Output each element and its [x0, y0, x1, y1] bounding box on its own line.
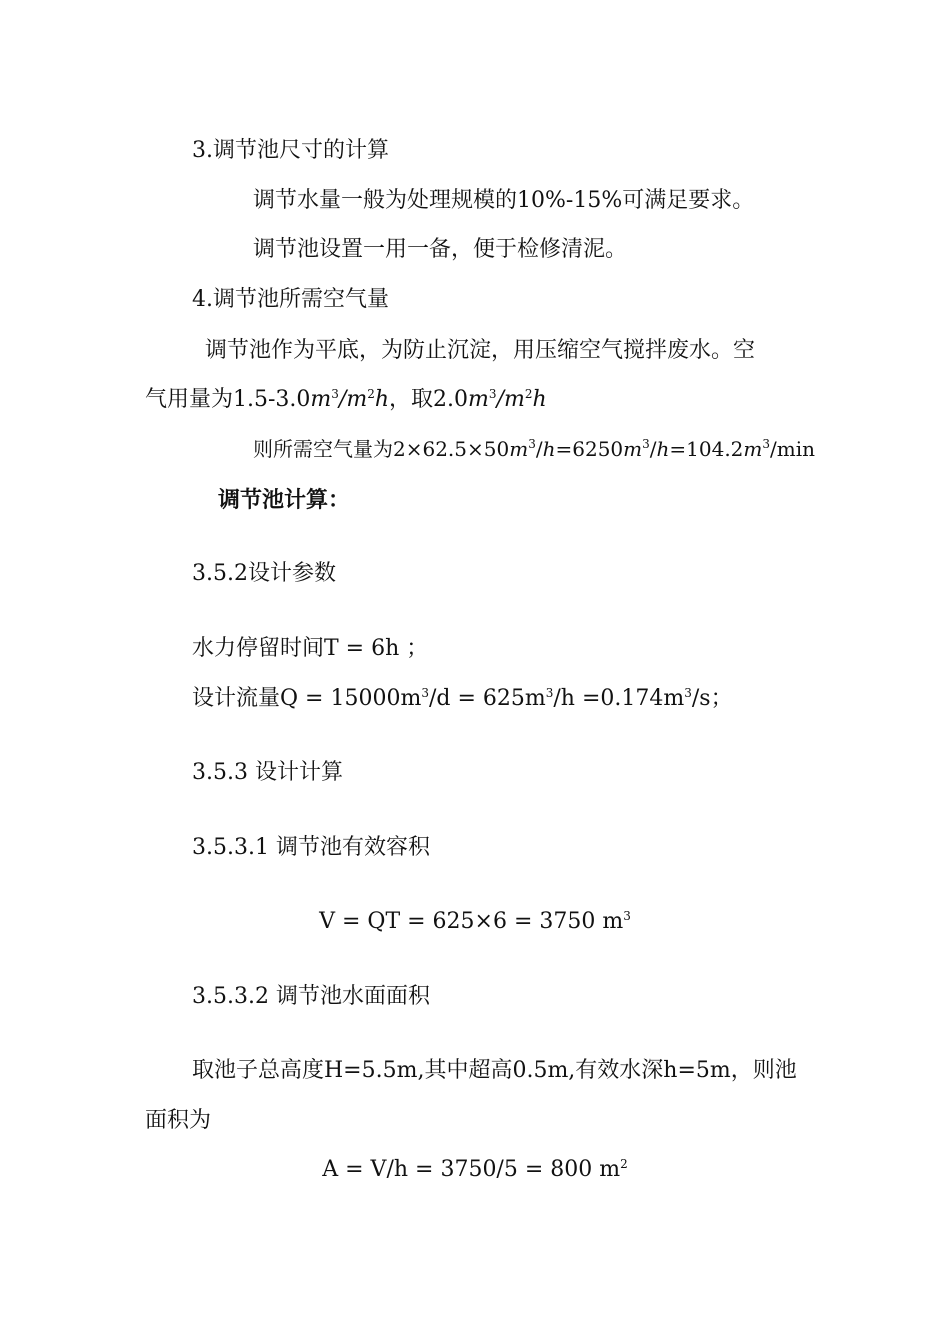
- paragraph-setup: 调节池设置一用一备，便于检修清泥。: [253, 237, 628, 262]
- section-heading-3532: 3.5.3.2 调节池水面面积: [192, 984, 430, 1009]
- exponent: 2: [367, 387, 375, 401]
- flow-line: [192, 684, 733, 714]
- paragraph-volume: 调节水量一般为处理规模的10%-15%可满足要求。: [253, 188, 755, 213]
- text-run: /: [649, 437, 657, 461]
- unit-m: m: [468, 387, 489, 412]
- unit-m: m: [503, 387, 525, 412]
- unit-m: m: [509, 437, 529, 461]
- unit-h: h: [532, 387, 547, 412]
- section-heading-352: 3.5.2设计参数: [192, 561, 336, 586]
- paragraph-air-line1: 调节池作为平底，为防止沉淀，用压缩空气搅拌废水。空: [205, 338, 756, 363]
- unit-m: m: [623, 437, 643, 461]
- text-run: V = QT = 625×6 = 3750 m: [319, 909, 624, 934]
- text-run: /: [496, 387, 504, 412]
- paragraph-area-line1: 取池子总高度H=5.5m,其中超高0.5m,有效水深h=5m，则池: [192, 1058, 797, 1083]
- text-run: /d = 625m: [428, 686, 546, 711]
- text-run: =104.2: [669, 437, 744, 461]
- exponent: 2: [524, 387, 533, 401]
- text-run: 气用量为1.5-3.0: [145, 387, 311, 412]
- text-run: A = V/h = 3750/5 = 800 m: [322, 1157, 621, 1182]
- exponent: 3: [421, 686, 429, 700]
- exponent: 3: [642, 437, 650, 451]
- text-run: /: [535, 437, 543, 461]
- unit-m: m: [743, 437, 763, 461]
- exponent: 3: [762, 437, 771, 451]
- exponent: 3: [528, 437, 536, 451]
- text-run: /: [338, 387, 347, 412]
- section-heading-353: 3.5.3 设计计算: [192, 760, 343, 785]
- text-run: 设计流量Q = 15000m: [192, 686, 422, 711]
- exponent: 2: [620, 1157, 628, 1171]
- section-heading-3: 3.调节池尺寸的计算: [192, 138, 389, 163]
- unit-h: h: [542, 437, 556, 461]
- text-run: =6250: [555, 437, 624, 461]
- paragraph-air-line3: [253, 434, 815, 464]
- hrt-line: 水力停留时间T = 6h ；: [192, 636, 429, 661]
- exponent: 3: [331, 387, 339, 401]
- equation-area: [0, 1155, 950, 1185]
- exponent: 3: [545, 686, 554, 700]
- text-run: /min: [770, 437, 815, 461]
- section-heading-3531: 3.5.3.1 调节池有效容积: [192, 835, 430, 860]
- calc-heading: 调节池计算：: [218, 487, 351, 513]
- text-run: ，取2.0: [389, 387, 469, 412]
- unit-m: m: [310, 387, 332, 412]
- exponent: 3: [623, 909, 631, 923]
- paragraph-area-line2: 面积为: [145, 1108, 212, 1133]
- exponent: 3: [488, 387, 497, 401]
- unit-h: h: [656, 437, 670, 461]
- exponent: 3: [684, 686, 692, 700]
- text-run: 则所需空气量为2×62.5×50: [253, 437, 510, 461]
- paragraph-air-line2: [145, 385, 547, 415]
- section-heading-4: 4.调节池所需空气量: [192, 287, 389, 312]
- text-run: /s；: [691, 686, 733, 711]
- unit-h: h: [374, 387, 390, 412]
- equation-volume: [0, 907, 950, 937]
- text-run: /h =0.174m: [553, 686, 685, 711]
- unit-m: m: [346, 387, 368, 412]
